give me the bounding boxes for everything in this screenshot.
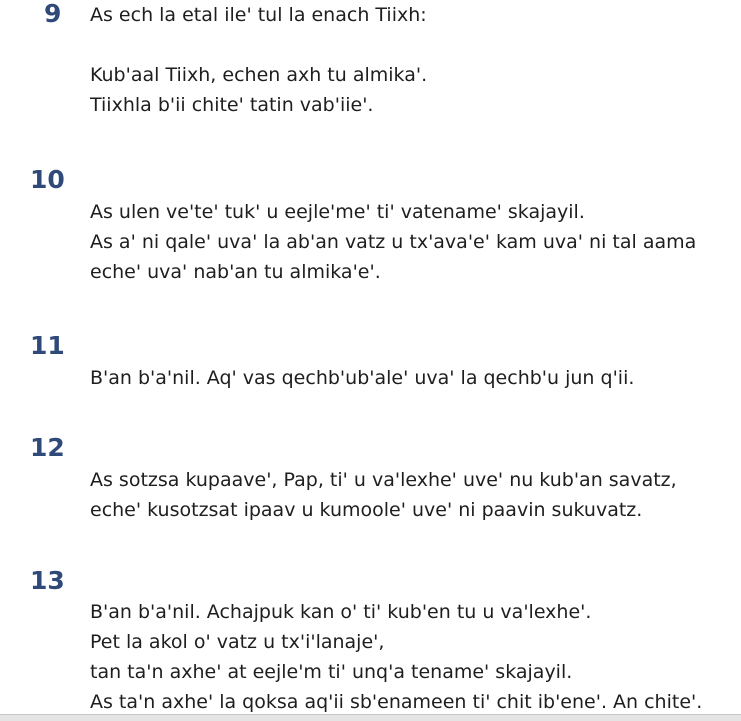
verse-text <box>90 363 634 393</box>
verse-number: 13 <box>30 566 65 595</box>
verse-line: As a' ni qale' uva' la ab'an vatz u tx'ava'e' kam uva' ni tal aama <box>90 231 697 253</box>
verse-line: eche' uva' nab'an tu almika'e'. <box>90 261 381 283</box>
verse-number: 10 <box>30 165 65 194</box>
verse-text <box>90 597 702 714</box>
verse-number: 9 <box>44 0 62 28</box>
verse-line: tan ta'n axhe' at eejle'm ti' unq'a tename' skajayil. <box>90 661 573 683</box>
verse-line: Tiixhla b'ii chite' tatin vab'iie'. <box>90 94 374 116</box>
verse-line: As ulen ve'te' tuk' u eejle'me' ti' vatename' skajayil. <box>90 201 585 223</box>
verse-line: Pet la akol o' vatz u tx'i'lanaje', <box>90 631 385 653</box>
verse-text <box>90 0 427 120</box>
verse-line: As sotzsa kupaave', Pap, ti' u va'lexhe' uve' nu kub'an savatz, <box>90 469 677 491</box>
verse-text <box>90 197 696 287</box>
verse-line: Kub'aal Tiixh, echen axh tu almika'. <box>90 64 428 86</box>
verse-line: B'an b'a'nil. Aq' vas qechb'ub'ale' uva' la qechb'u jun q'ii. <box>90 367 635 389</box>
verse-line: B'an b'a'nil. Achajpuk kan o' ti' kub'en tu u va'lexhe'. <box>90 601 592 623</box>
verse-number: 11 <box>30 331 65 360</box>
blank-line <box>90 30 427 60</box>
verse-line: As ech la etal ile' tul la enach Tiixh: <box>90 4 427 26</box>
verse-line: eche' kusotzsat ipaav u kumoole' uve' ni paavin sukuvatz. <box>90 499 643 521</box>
verse-line: As ta'n axhe' la qoksa aq'ii sb'enameen ti' chit ib'ene'. An chite'. <box>90 691 703 713</box>
verse-text <box>90 465 677 525</box>
verse-number: 12 <box>30 433 65 462</box>
